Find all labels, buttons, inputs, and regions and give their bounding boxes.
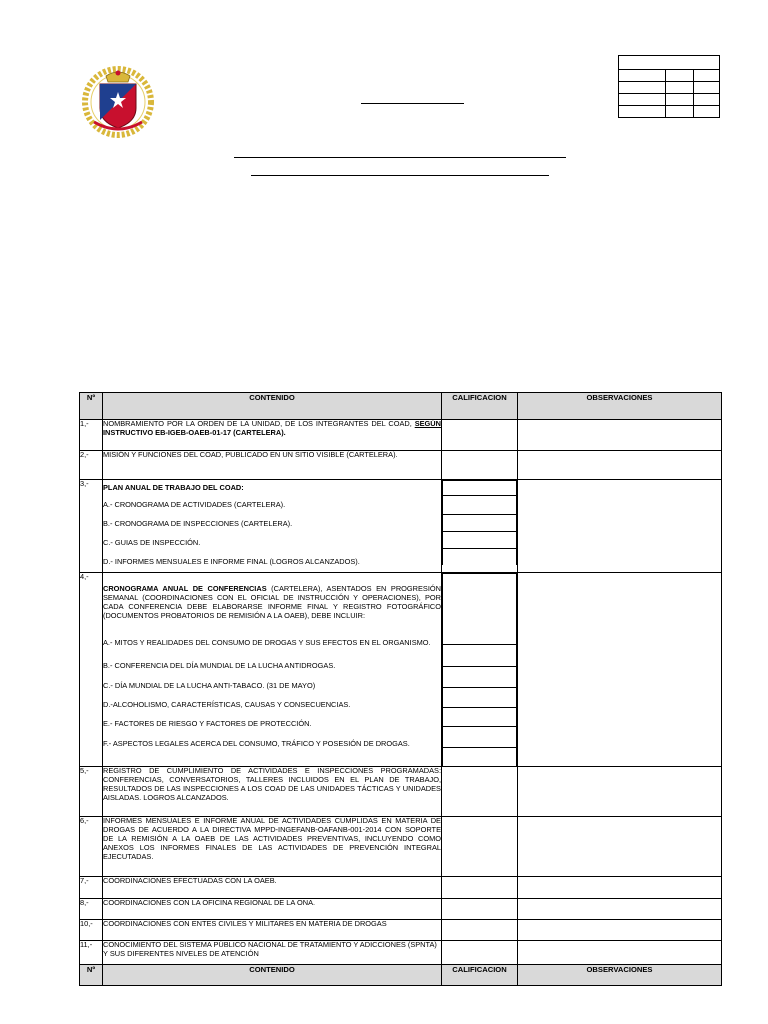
table-row	[80, 877, 722, 899]
row-paragraph	[103, 585, 441, 621]
row-content: MISIÓN Y FUNCIONES DEL COAD, PUBLICADO EN UN SITIO VISIBLE (CARTELERA).	[103, 451, 442, 480]
document-code-box	[618, 55, 720, 118]
notes-cell[interactable]	[518, 480, 722, 573]
row-number: 4,-	[80, 573, 103, 767]
grade-cell[interactable]	[442, 899, 518, 920]
row-content	[103, 420, 442, 451]
row-text: NOMBRAMIENTO POR LA ORDEN DE LA UNIDAD, DE LOS INTEGRANTES DEL COAD,	[103, 419, 415, 428]
grade-cell[interactable]	[443, 727, 517, 748]
row-subitem: B.- CONFERENCIA DEL DÍA MUNDIAL DE LA LUCHA ANTIDROGAS.	[103, 661, 336, 671]
row-content: COORDINACIONES CON ENTES CIVILES Y MILITARES EN MATERIA DE DROGAS	[103, 920, 442, 941]
row-subitem: A.- MITOS Y REALIDADES DEL CONSUMO DE DROGAS Y SUS EFECTOS EN EL ORGANISMO.	[103, 638, 431, 648]
table-header-row-repeat	[80, 965, 722, 986]
grade-cell[interactable]	[442, 451, 518, 480]
row-content: INFORMES MENSUALES E INFORME ANUAL DE ACTIVIDADES CUMPLIDAS EN MATERIA DE DROGAS DE ACUERDO A LA DIRECTIVA MPPD-INGEFANB-OAFANB-001-2014 CON SOPORTE DE LA REMISIÓN A LA OAEB DE LAS ACTIVIDADES PREVENTIVAS, INCLUYENDO COMO ANEXOS LOS INFORMES FINALES DE LAS ACTIVIDADES DE PREVENCIÓN INTEGRAL EJECUTADAS.	[103, 817, 442, 877]
grade-cell[interactable]	[443, 532, 517, 549]
title-underline-long	[234, 157, 566, 158]
row-subitem: B.- CRONOGRAMA DE INSPECCIONES (CARTELERA).	[103, 519, 293, 529]
table-row	[80, 817, 722, 877]
notes-cell[interactable]	[518, 899, 722, 920]
grade-cell[interactable]	[442, 767, 518, 817]
grade-cell[interactable]	[443, 515, 517, 532]
header-num: Nº	[80, 393, 103, 420]
row-text: (CARTELERA), ASENTADOS EN PROGRESIÓN SEMANAL (COORDINACIONES CON EL OFICIAL DE INSTRUCCIÓN Y OPERACIONES), POR CADA CONFERENCIA DEBE ELABORARSE INFORME FINAL Y REGISTRO FOTOGRÁFICO (DOCUMENTOS PROBATORIOS DE REMISIÓN A LA OAEB), DEBE INCLUIR:	[103, 584, 442, 620]
grade-cell[interactable]	[442, 941, 518, 965]
grade-cell[interactable]	[442, 877, 518, 899]
row-number: 2,-	[80, 451, 103, 480]
grade-cell[interactable]	[443, 667, 517, 688]
title-underline-short	[361, 103, 464, 104]
table-row	[80, 920, 722, 941]
subtitle-underline	[251, 175, 549, 176]
row-text-bold: INSTRUCTIVO EB-IGEB-OAEB-01-17 (CARTELERA).	[103, 427, 286, 437]
row-content: COORDINACIONES CON LA OFICINA REGIONAL DE LA ONA.	[103, 899, 442, 920]
row-subitem: D.- INFORMES MENSUALES E INFORME FINAL (LOGROS ALCANZADOS).	[103, 557, 360, 567]
row-content	[103, 573, 442, 767]
table-row	[80, 941, 722, 965]
row-number: 6,-	[80, 817, 103, 877]
row-number: 7,-	[80, 877, 103, 899]
grade-cell[interactable]	[442, 920, 518, 941]
row-number: 1,-	[80, 420, 103, 451]
header-notes: OBSERVACIONES	[518, 965, 722, 986]
row-title: PLAN ANUAL DE TRABAJO DEL COAD:	[103, 483, 244, 493]
grade-cell[interactable]	[443, 574, 517, 645]
row-subitem: A.- CRONOGRAMA DE ACTIVIDADES (CARTELERA).	[103, 500, 286, 510]
grade-cell[interactable]	[443, 748, 517, 767]
grade-cell[interactable]	[443, 496, 517, 515]
table-row	[80, 420, 722, 451]
notes-cell[interactable]	[518, 941, 722, 965]
notes-cell[interactable]	[518, 817, 722, 877]
header-content: CONTENIDO	[103, 393, 442, 420]
table-row	[80, 899, 722, 920]
grade-cell[interactable]	[442, 420, 518, 451]
row-text-underlined: SEGÚN	[414, 419, 441, 428]
grade-cell[interactable]	[442, 817, 518, 877]
notes-cell[interactable]	[518, 451, 722, 480]
row-subitem: C.- GUIAS DE INSPECCIÓN.	[103, 538, 201, 548]
row-number: 5,-	[80, 767, 103, 817]
header-num: Nº	[80, 965, 103, 986]
table-row	[80, 767, 722, 817]
table-row	[80, 573, 722, 767]
table-header-row	[80, 393, 722, 420]
table-row	[80, 480, 722, 573]
row-number: 10,-	[80, 920, 103, 941]
notes-cell[interactable]	[518, 920, 722, 941]
row-subitem: D.-ALCOHOLISMO, CARACTERÍSTICAS, CAUSAS Y CONSECUENCIAS.	[103, 699, 351, 709]
grade-cell-group	[442, 573, 518, 767]
row-subitem: F.- ASPECTOS LEGALES ACERCA DEL CONSUMO, TRÁFICO Y POSESIÓN DE DROGAS.	[103, 739, 410, 749]
coat-of-arms-seal-icon	[80, 62, 156, 138]
table-row	[80, 451, 722, 480]
grade-cell[interactable]	[443, 688, 517, 708]
header-grade: CALIFICACION	[442, 393, 518, 420]
row-number: 8,-	[80, 899, 103, 920]
row-number: 3,-	[80, 480, 103, 573]
grade-cell[interactable]	[443, 481, 517, 496]
row-content: CONOCIMIENTO DEL SISTEMA PÚBLICO NACIONAL DE TRATAMIENTO Y ADICCIONES (SPNTA) Y SUS DIFERENTES NIVELES DE ATENCIÓN	[103, 941, 442, 965]
notes-cell[interactable]	[518, 420, 722, 451]
notes-cell[interactable]	[518, 573, 722, 767]
grade-cell[interactable]	[443, 708, 517, 727]
header-grade: CALIFICACION	[442, 965, 518, 986]
row-content: REGISTRO DE CUMPLIMIENTO DE ACTIVIDADES E INSPECCIONES PROGRAMADAS: CONFERENCIAS, CONVERSATORIOS, TALLERES INCLUIDOS EN EL PLAN DE TRABAJO, RESULTADOS DE LAS INSPECCIONES A LOS COAD DE LAS UNIDADES TÁCTICAS Y UNIDADES AISLADAS. LOGROS ALCANZADOS.	[103, 767, 442, 817]
grade-cell-group	[442, 480, 518, 573]
row-subitem: C.- DÍA MUNDIAL DE LA LUCHA ANTI-TABACO. (31 DE MAYO)	[103, 680, 316, 690]
notes-cell[interactable]	[518, 767, 722, 817]
header-content: CONTENIDO	[103, 965, 442, 986]
row-content: COORDINACIONES EFECTUADAS CON LA OAEB.	[103, 877, 442, 899]
inspection-table	[79, 392, 722, 986]
notes-cell[interactable]	[518, 877, 722, 899]
row-subitem: E.- FACTORES DE RIESGO Y FACTORES DE PROTECCIÓN.	[103, 718, 312, 728]
row-number: 11,-	[80, 941, 103, 965]
row-title: CRONOGRAMA ANUAL DE CONFERENCIAS	[103, 584, 267, 593]
row-content	[103, 480, 442, 573]
grade-cell[interactable]	[443, 549, 517, 566]
header-notes: OBSERVACIONES	[518, 393, 722, 420]
grade-cell[interactable]	[443, 645, 517, 667]
